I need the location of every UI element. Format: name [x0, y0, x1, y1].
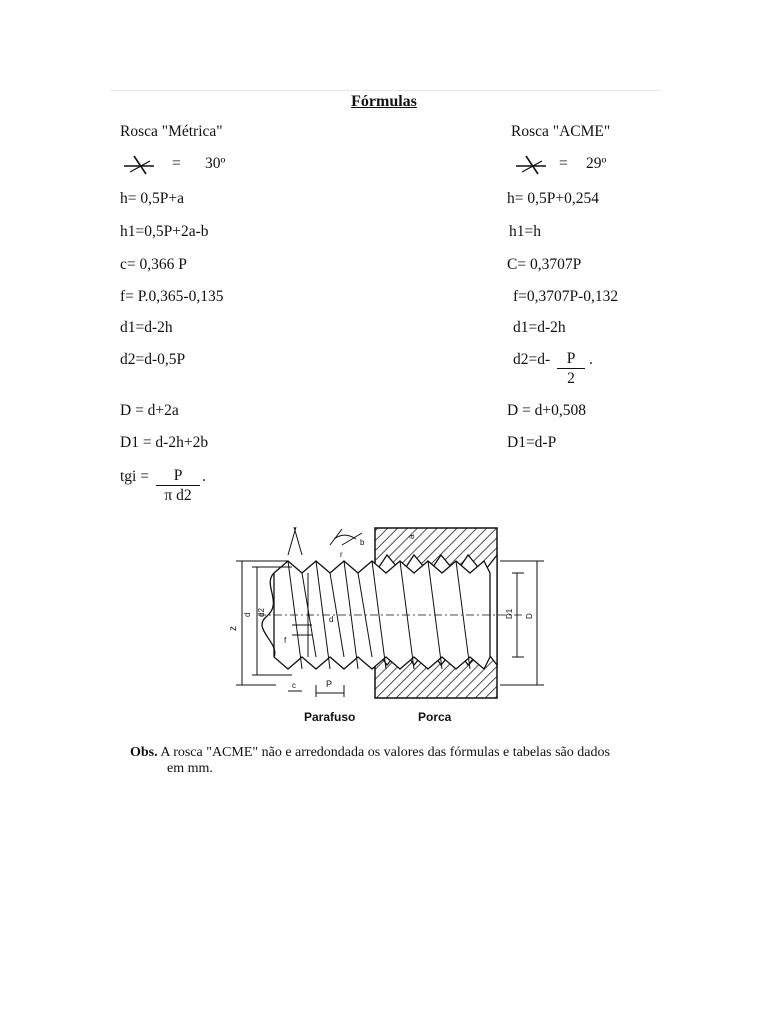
tgi-label: tgi = — [120, 468, 149, 485]
page-title: Fórmulas — [351, 93, 417, 110]
right-formula-c: C= 0,3707P — [507, 256, 582, 273]
svg-text:d: d — [243, 612, 252, 617]
tgi-numerator: P — [156, 467, 200, 486]
svg-text:f: f — [284, 636, 287, 645]
left-angle-eq: = — [172, 155, 181, 172]
left-formula-d1: d1=d-2h — [120, 319, 173, 336]
top-rule — [110, 90, 660, 91]
d2-numerator: P — [557, 350, 585, 369]
right-d2-suffix: . — [589, 351, 593, 368]
right-d2-prefix: d2=d- — [513, 351, 551, 368]
left-formula-c: c= 0,366 P — [120, 256, 187, 273]
d2-denominator: 2 — [567, 370, 575, 387]
left-formula-h1: h1=0,5P+2a-b — [120, 223, 209, 240]
right-angle-value: 29º — [586, 155, 607, 172]
svg-text:b: b — [360, 538, 365, 547]
thread-diagram — [222, 525, 552, 730]
right-formula-f: f=0,3707P-0,132 — [513, 288, 619, 305]
nut-label: Porca — [418, 710, 452, 724]
svg-text:z: z — [228, 626, 239, 631]
svg-text:r: r — [340, 550, 343, 559]
thread-angle-icon — [120, 152, 160, 178]
left-formula-D1: D1 = d-2h+2b — [120, 434, 209, 451]
screw-label: Parafuso — [304, 710, 356, 724]
left-formula-d2: d2=d-0,5P — [120, 351, 186, 368]
right-d2-fraction — [557, 350, 585, 389]
right-angle-eq: = — [559, 155, 568, 172]
left-formula-D: D = d+2a — [120, 402, 179, 419]
svg-text:a: a — [407, 534, 416, 539]
left-angle-value: 30º — [205, 155, 226, 172]
thread-angle-icon — [512, 152, 552, 178]
right-formula-h: h= 0,5P+0,254 — [507, 190, 599, 207]
left-heading: Rosca "Métrica" — [120, 123, 223, 140]
note-line1: A rosca "ACME" não e arredondada os valores das fórmulas e tabelas são dados — [160, 745, 610, 760]
right-formula-h1: h1=h — [509, 223, 541, 240]
svg-text:P: P — [326, 679, 333, 689]
left-formula-h: h= 0,5P+a — [120, 190, 184, 207]
svg-text:d: d — [329, 615, 334, 624]
note-line2: em mm. — [167, 761, 213, 776]
tgi-fraction — [156, 467, 200, 506]
left-formula-f: f= P.0,365-0,135 — [120, 288, 224, 305]
observation-note — [130, 745, 670, 777]
right-formula-D1: D1=d-P — [507, 434, 557, 451]
tgi-denominator: π d2 — [164, 487, 192, 504]
right-formula-D: D = d+0,508 — [507, 402, 587, 419]
svg-text:c: c — [292, 681, 296, 690]
note-label: Obs. — [130, 745, 158, 760]
right-formula-d1: d1=d-2h — [513, 319, 566, 336]
svg-text:D1: D1 — [505, 608, 514, 619]
tgi-suffix: . — [202, 468, 206, 485]
svg-text:d2: d2 — [257, 608, 266, 617]
svg-text:D: D — [525, 613, 534, 619]
right-heading: Rosca "ACME" — [511, 123, 611, 140]
